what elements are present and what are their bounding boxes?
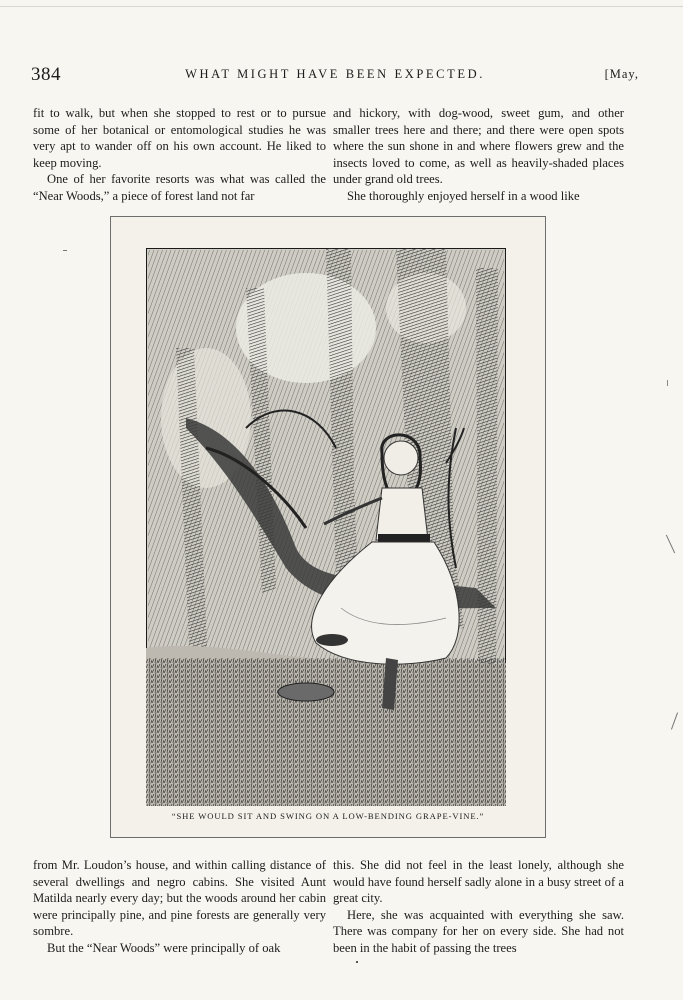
paragraph: this. She did not feel in the least lonely, although she would have found herself sadly alone in a busy street of a great city. bbox=[333, 858, 624, 906]
text-column-top-right bbox=[333, 105, 624, 205]
page-speck bbox=[356, 961, 358, 963]
engraving-illustration bbox=[146, 248, 506, 806]
paragraph: But the “Near Woods” were principally of oak bbox=[47, 940, 281, 955]
text-column-top-left bbox=[33, 105, 326, 205]
page-number: 384 bbox=[31, 64, 61, 85]
month-marker: [May, bbox=[604, 67, 639, 81]
paragraph: and hickory, with dog-wood, sweet gum, and other smaller trees here and there; and there were open spots where the sun shone in and where flowers grew and the insects loved to come, as well as heavily-shaded places under grand old trees. bbox=[333, 106, 624, 187]
illustration-caption: “SHE WOULD SIT AND SWING ON A LOW-BENDING GRAPE-VINE.” bbox=[171, 811, 485, 821]
text-column-bottom-left bbox=[33, 857, 326, 957]
page-speck bbox=[666, 535, 675, 554]
page-speck bbox=[671, 712, 678, 729]
paragraph: She thoroughly enjoyed herself in a wood like bbox=[347, 188, 580, 203]
paragraph: One of her favorite resorts was what was called the “Near Woods,” a piece of forest land not far bbox=[33, 172, 326, 203]
text-column-bottom-right bbox=[333, 857, 624, 957]
paragraph: Here, she was acquainted with everything she saw. There was company for her on every side. She had not been in the habit of passing the trees bbox=[333, 907, 624, 955]
running-title: WHAT MIGHT HAVE BEEN EXPECTED. bbox=[185, 67, 485, 81]
top-edge-rule bbox=[0, 6, 683, 7]
paragraph: fit to walk, but when she stopped to rest or to pursue some of her botanical or entomological studies he was very apt to wander off on his own account. He liked to keep moving. bbox=[33, 106, 326, 170]
page-speck bbox=[667, 380, 668, 386]
page-header bbox=[31, 64, 639, 86]
paragraph: from Mr. Loudon’s house, and within calling distance of several dwellings and negro cabins. She visited Aunt Matilda nearly every day; but the woods around her cabin were principally pine, and pine forests are generally very sombre. bbox=[33, 858, 326, 939]
page-speck bbox=[63, 250, 67, 251]
